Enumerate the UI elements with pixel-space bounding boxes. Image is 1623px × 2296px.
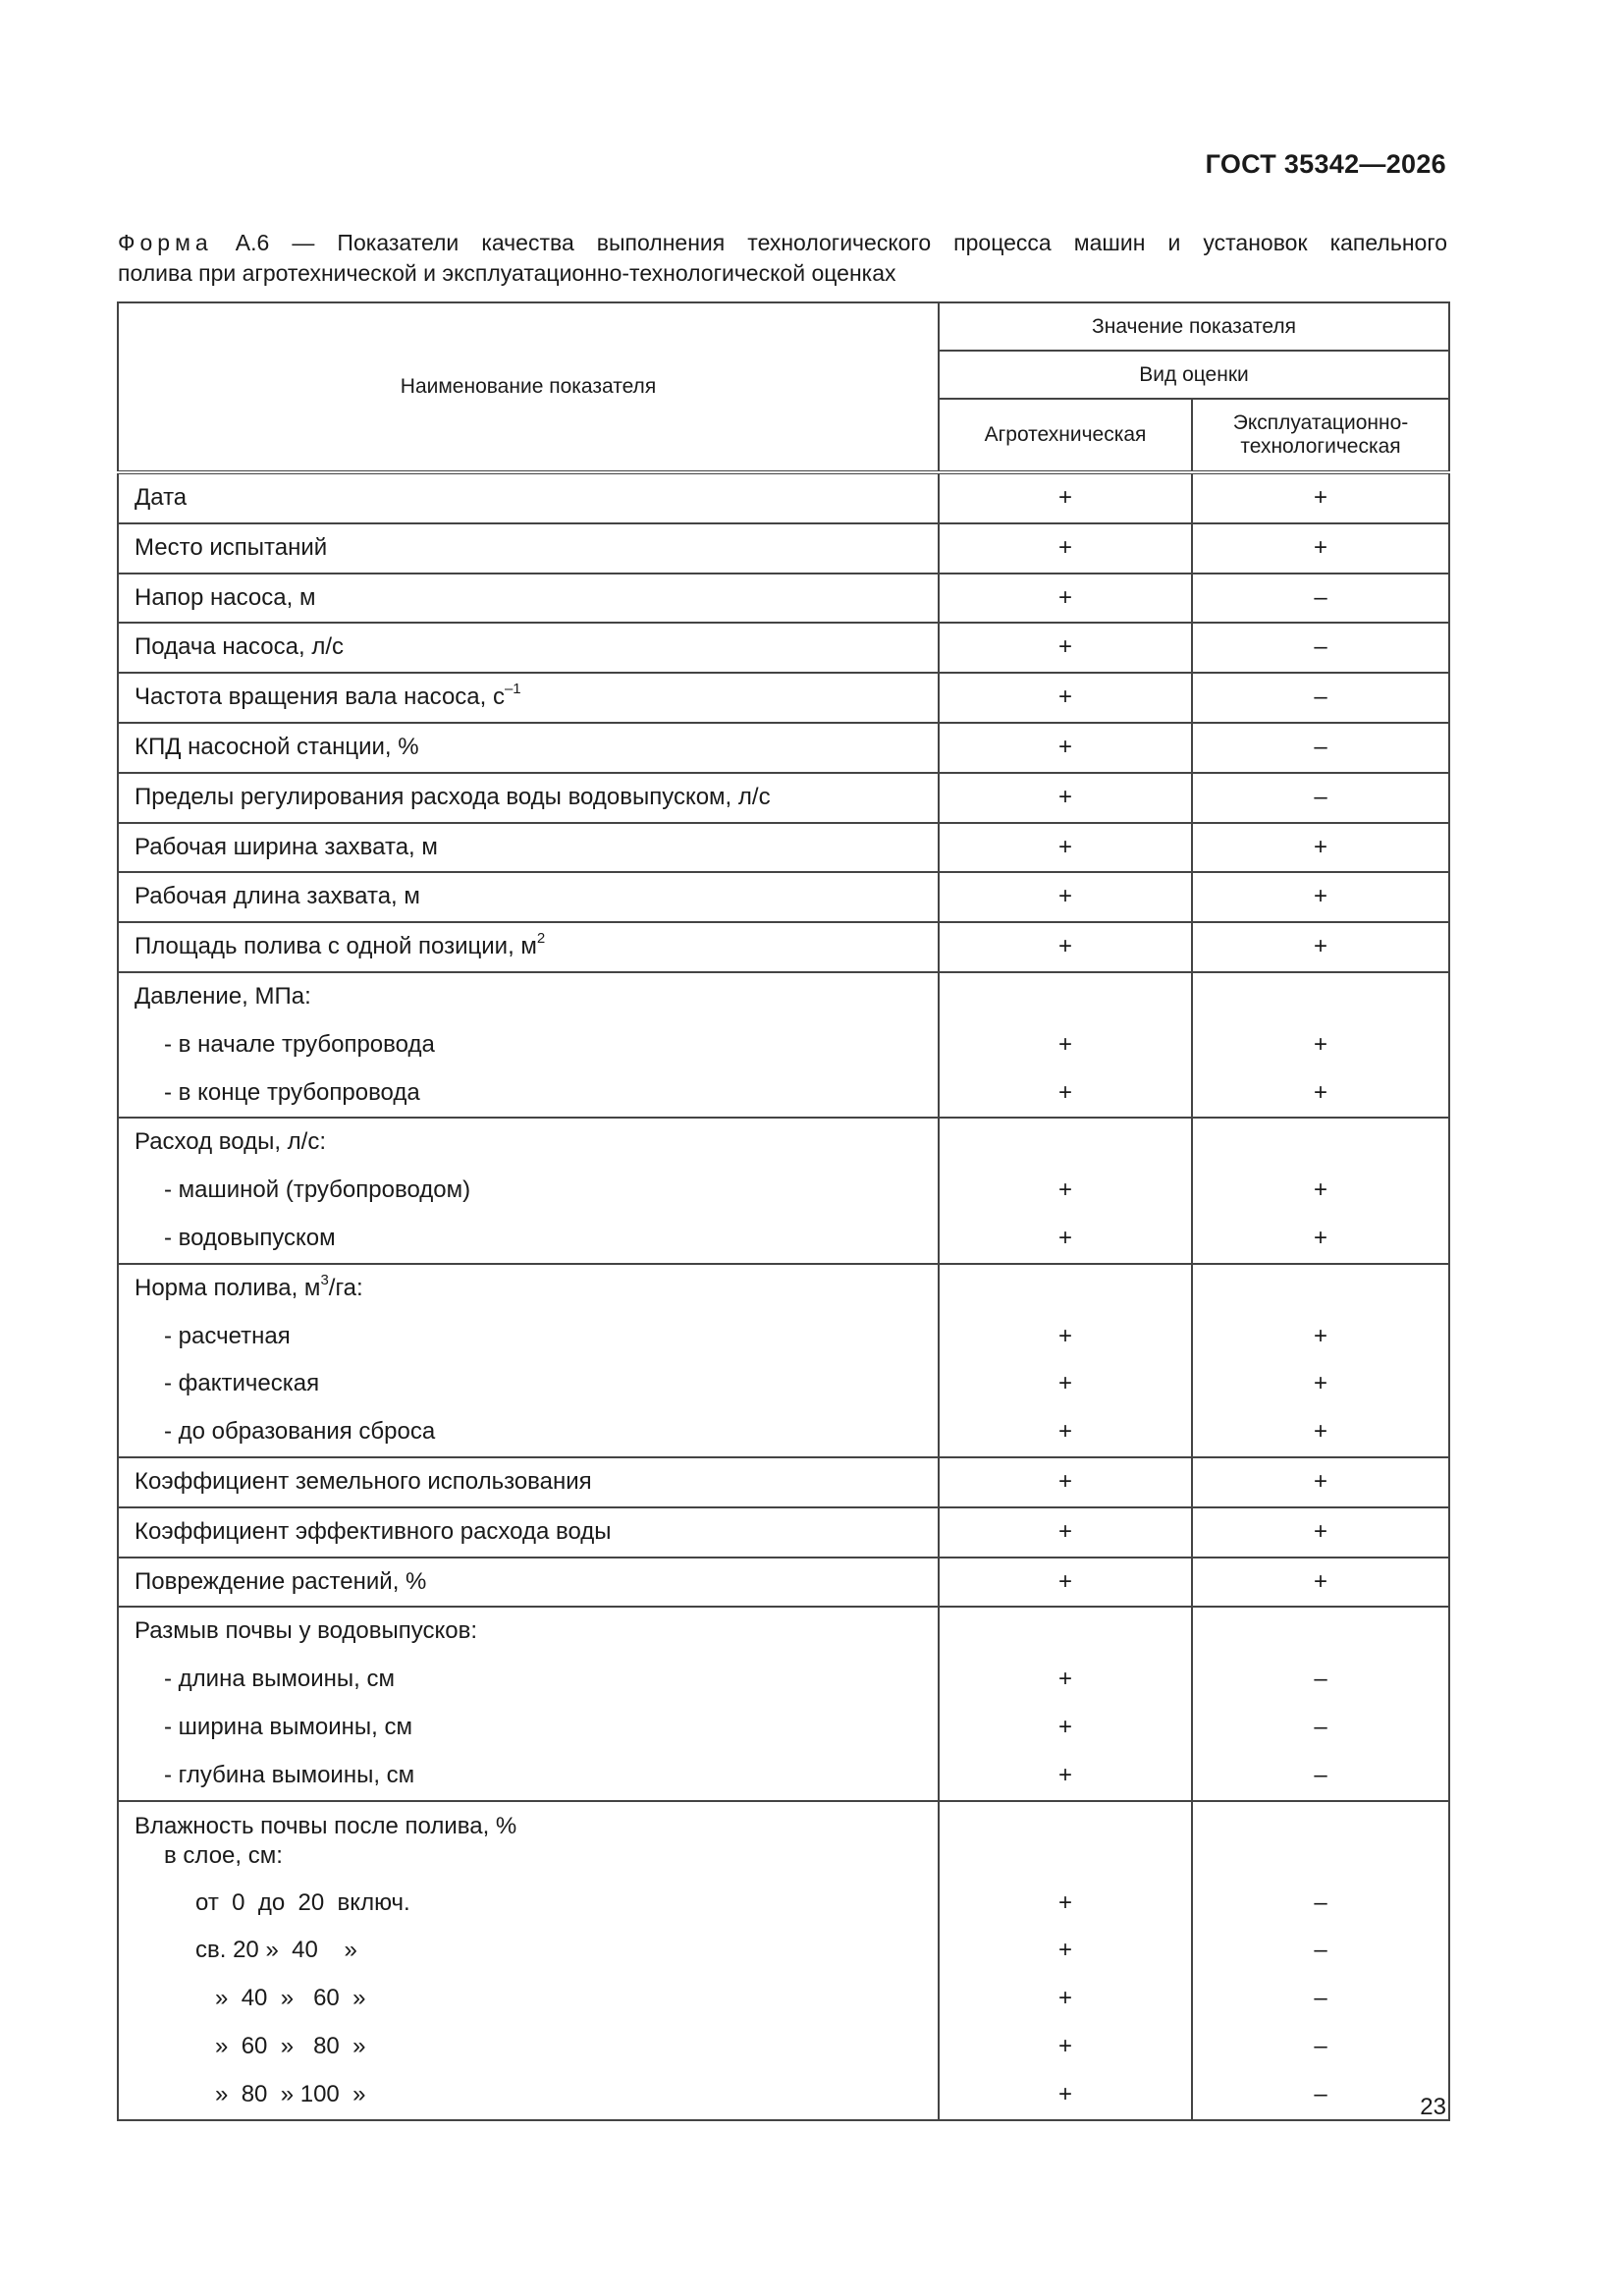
operational-mark-cell xyxy=(1192,673,1449,723)
agrotechnical-mark xyxy=(940,1802,1191,1880)
agrotechnical-mark-cell xyxy=(939,1801,1192,2120)
indicator-text-suffix: /га: xyxy=(328,1274,363,1301)
agrotechnical-mark-cell xyxy=(939,723,1192,773)
agrotechnical-mark-cell xyxy=(939,1118,1192,1263)
indicator-text: Пределы регулирования расхода воды водовыпуском, л/с xyxy=(135,783,771,810)
indicator-text: Влажность почвы после полива, % xyxy=(135,1812,517,1839)
caption-line-1-text: А.6 — Показатели качества выполнения технологического процесса машин и установок капельного xyxy=(212,230,1447,255)
indicator-text: Частота вращения вала насоса, с xyxy=(135,683,505,711)
indicator-sublabel xyxy=(135,1021,938,1069)
indicator-sublabel xyxy=(135,1975,938,2023)
indicator-text: Дата xyxy=(135,484,188,511)
agrotechnical-mark: + xyxy=(1057,1666,1072,1693)
table-row xyxy=(118,972,1449,1118)
agrotechnical-mark: + xyxy=(1057,933,1072,960)
indicator-name-cell xyxy=(118,823,939,873)
table-row xyxy=(118,723,1449,773)
agrotechnical-mark: + xyxy=(1057,1078,1072,1106)
agrotechnical-mark: + xyxy=(1057,2080,1072,2107)
caption-line-1 xyxy=(118,228,1447,258)
operational-mark: + xyxy=(1314,1078,1328,1106)
indicator-text: Расход воды, л/с: xyxy=(135,1128,327,1156)
agrotechnical-mark: + xyxy=(1057,1517,1072,1545)
indicator-name-cell xyxy=(118,773,939,823)
table-row xyxy=(118,673,1449,723)
operational-mark: – xyxy=(1314,1713,1327,1740)
operational-mark-cell xyxy=(1192,472,1449,523)
table-row xyxy=(118,922,1449,972)
header-operational-text: Эксплуатационно-технологическая xyxy=(1232,411,1409,458)
indicator-text: Коэффициент эффективного расхода воды xyxy=(135,1517,612,1545)
table-row xyxy=(118,523,1449,574)
indicator-text: - в конце трубопровода xyxy=(164,1078,420,1106)
agrotechnical-mark: + xyxy=(1057,583,1072,611)
operational-mark-cell xyxy=(1192,574,1449,624)
indicator-name-cell xyxy=(118,1264,939,1457)
table-row xyxy=(118,1264,1449,1457)
operational-mark: – xyxy=(1314,2080,1327,2107)
table-row xyxy=(118,1801,1449,2120)
indicator-name-cell xyxy=(118,922,939,972)
agrotechnical-mark-cell xyxy=(939,1558,1192,1608)
table-row xyxy=(118,574,1449,624)
indicator-text: » 80 » 100 » xyxy=(195,2080,366,2107)
indicator-label xyxy=(135,474,938,522)
indicator-sublabel xyxy=(135,1704,938,1752)
operational-mark-cell xyxy=(1192,523,1449,574)
agrotechnical-mark-cell xyxy=(939,574,1192,624)
caption-form-word: Форма xyxy=(118,230,213,255)
agrotechnical-mark-cell xyxy=(939,623,1192,673)
indicator-sublabel xyxy=(135,1927,938,1975)
operational-mark xyxy=(1193,1802,1448,1880)
operational-mark: + xyxy=(1314,533,1328,561)
agrotechnical-mark-cell xyxy=(939,1507,1192,1558)
indicator-label xyxy=(135,1608,938,1656)
operational-mark-cell xyxy=(1192,1264,1449,1457)
indicator-label xyxy=(135,524,938,573)
operational-mark: – xyxy=(1314,783,1327,810)
agrotechnical-mark: + xyxy=(1057,1567,1072,1595)
indicator-label xyxy=(135,1558,938,1607)
operational-mark-cell xyxy=(1192,1558,1449,1608)
indicator-label xyxy=(135,1265,938,1313)
agrotechnical-mark-cell xyxy=(939,872,1192,922)
operational-mark-cell xyxy=(1192,872,1449,922)
document-number: ГОСТ 35342—2026 xyxy=(1205,149,1446,179)
indicator-sublabel xyxy=(135,2023,938,2071)
operational-mark xyxy=(1193,1119,1448,1167)
operational-mark: – xyxy=(1314,583,1327,611)
indicator-table xyxy=(117,301,1450,2121)
indicator-name-cell xyxy=(118,1801,939,2120)
table-row xyxy=(118,823,1449,873)
operational-mark-cell xyxy=(1192,922,1449,972)
indicator-name-cell xyxy=(118,523,939,574)
indicator-text: - в начале трубопровода xyxy=(164,1030,435,1058)
indicator-name-cell xyxy=(118,673,939,723)
header-agrotechnical: Агротехническая xyxy=(939,399,1192,472)
indicator-name-cell xyxy=(118,472,939,523)
indicator-text: - глубина вымоины, см xyxy=(164,1761,415,1788)
operational-mark-cell xyxy=(1192,823,1449,873)
indicator-sublabel xyxy=(135,1360,938,1408)
operational-mark: + xyxy=(1314,484,1328,511)
operational-mark: + xyxy=(1314,883,1328,910)
agrotechnical-mark: + xyxy=(1057,633,1072,661)
agrotechnical-mark xyxy=(940,1265,1191,1313)
indicator-text: » 40 » 60 » xyxy=(195,1985,366,2012)
agrotechnical-mark: + xyxy=(1057,833,1072,860)
agrotechnical-mark: + xyxy=(1057,1888,1072,1916)
header-indicator-value: Значение показателя xyxy=(939,302,1449,351)
agrotechnical-mark: + xyxy=(1057,1322,1072,1349)
operational-mark: + xyxy=(1314,933,1328,960)
operational-mark: + xyxy=(1314,1224,1328,1251)
indicator-name-cell xyxy=(118,723,939,773)
indicator-text: Площадь полива с одной позиции, м xyxy=(135,933,537,960)
indicator-name-cell xyxy=(118,972,939,1118)
agrotechnical-mark-cell xyxy=(939,1264,1192,1457)
operational-mark-cell xyxy=(1192,723,1449,773)
indicator-label xyxy=(135,624,938,672)
operational-mark: – xyxy=(1314,1666,1327,1693)
table-row xyxy=(118,1507,1449,1558)
superscript: 3 xyxy=(320,1271,329,1288)
agrotechnical-mark: + xyxy=(1057,783,1072,810)
indicator-sublabel xyxy=(135,1167,938,1215)
operational-mark: + xyxy=(1314,1370,1328,1397)
indicator-name-cell xyxy=(118,1457,939,1507)
indicator-text: Давление, МПа: xyxy=(135,982,311,1010)
indicator-label xyxy=(135,1802,938,1880)
indicator-text: Повреждение растений, % xyxy=(135,1567,427,1595)
operational-mark: – xyxy=(1314,1761,1327,1788)
indicator-name-cell xyxy=(118,1558,939,1608)
operational-mark: – xyxy=(1314,733,1327,760)
operational-mark: – xyxy=(1314,1985,1327,2012)
operational-mark-cell xyxy=(1192,623,1449,673)
indicator-text: Рабочая ширина захвата, м xyxy=(135,833,438,860)
operational-mark xyxy=(1193,1265,1448,1313)
operational-mark: – xyxy=(1314,1937,1327,1964)
indicator-label xyxy=(135,973,938,1021)
indicator-text: - расчетная xyxy=(164,1322,291,1349)
agrotechnical-mark-cell xyxy=(939,823,1192,873)
indicator-sublabel xyxy=(135,1069,938,1118)
operational-mark: + xyxy=(1314,1467,1328,1495)
form-caption xyxy=(118,228,1447,289)
agrotechnical-mark: + xyxy=(1057,1030,1072,1058)
agrotechnical-mark-cell xyxy=(939,1457,1192,1507)
indicator-label xyxy=(135,574,938,623)
indicator-label xyxy=(135,1508,938,1557)
indicator-label xyxy=(135,674,938,722)
operational-mark: – xyxy=(1314,633,1327,661)
indicator-label xyxy=(135,724,938,772)
superscript: 2 xyxy=(536,930,546,948)
operational-mark-cell xyxy=(1192,1118,1449,1263)
agrotechnical-mark-cell xyxy=(939,472,1192,523)
page-number: 23 xyxy=(1420,2094,1446,2120)
indicator-text: Коэффициент земельного использования xyxy=(135,1467,592,1495)
table-row xyxy=(118,472,1449,523)
agrotechnical-mark-cell xyxy=(939,922,1192,972)
agrotechnical-mark: + xyxy=(1057,1370,1072,1397)
table-row xyxy=(118,773,1449,823)
indicator-text: Напор насоса, м xyxy=(135,583,316,611)
agrotechnical-mark xyxy=(940,973,1191,1021)
operational-mark: – xyxy=(1314,683,1327,711)
indicator-sublabel xyxy=(135,2071,938,2119)
agrotechnical-mark-cell xyxy=(939,523,1192,574)
agrotechnical-mark: + xyxy=(1057,683,1072,711)
indicator-label xyxy=(135,824,938,872)
operational-mark: + xyxy=(1314,1322,1328,1349)
agrotechnical-mark xyxy=(940,1608,1191,1656)
indicator-text: - фактическая xyxy=(164,1370,320,1397)
operational-mark: – xyxy=(1314,2032,1327,2059)
operational-mark: + xyxy=(1314,1030,1328,1058)
agrotechnical-mark: + xyxy=(1057,533,1072,561)
agrotechnical-mark: + xyxy=(1057,1985,1072,2012)
agrotechnical-mark: + xyxy=(1057,1761,1072,1788)
indicator-text: от 0 до 20 включ. xyxy=(195,1888,410,1916)
agrotechnical-mark: + xyxy=(1057,484,1072,511)
operational-mark: + xyxy=(1314,1517,1328,1545)
operational-mark xyxy=(1193,1608,1448,1656)
table-row xyxy=(118,1607,1449,1800)
indicator-label xyxy=(135,923,938,971)
operational-mark-cell xyxy=(1192,1507,1449,1558)
agrotechnical-mark: + xyxy=(1057,1224,1072,1251)
indicator-sublabel xyxy=(135,1408,938,1456)
indicator-text-continuation: в слое, см: xyxy=(164,1841,283,1869)
indicator-text: Место испытаний xyxy=(135,533,328,561)
indicator-text: » 60 » 80 » xyxy=(195,2032,366,2059)
operational-mark: + xyxy=(1314,1418,1328,1446)
indicator-text: КПД насосной станции, % xyxy=(135,733,419,760)
table-row xyxy=(118,1118,1449,1263)
operational-mark-cell xyxy=(1192,972,1449,1118)
header-evaluation-kind: Вид оценки xyxy=(939,351,1449,399)
indicator-name-cell xyxy=(118,623,939,673)
agrotechnical-mark: + xyxy=(1057,883,1072,910)
agrotechnical-mark: + xyxy=(1057,1467,1072,1495)
agrotechnical-mark: + xyxy=(1057,733,1072,760)
table-row xyxy=(118,1457,1449,1507)
table-row xyxy=(118,623,1449,673)
indicator-text: - длина вымоины, см xyxy=(164,1666,395,1693)
indicator-name-cell xyxy=(118,1507,939,1558)
agrotechnical-mark-cell xyxy=(939,773,1192,823)
operational-mark xyxy=(1193,973,1448,1021)
indicator-label xyxy=(135,1458,938,1506)
operational-mark: + xyxy=(1314,1176,1328,1204)
indicator-text: Размыв почвы у водовыпусков: xyxy=(135,1617,478,1645)
agrotechnical-mark: + xyxy=(1057,1713,1072,1740)
indicator-text: Подача насоса, л/с xyxy=(135,633,344,661)
agrotechnical-mark-cell xyxy=(939,972,1192,1118)
table-row xyxy=(118,872,1449,922)
operational-mark: – xyxy=(1314,1888,1327,1916)
agrotechnical-mark: + xyxy=(1057,1176,1072,1204)
indicator-sublabel xyxy=(135,1880,938,1928)
indicator-label xyxy=(135,774,938,822)
operational-mark-cell xyxy=(1192,1607,1449,1800)
caption-line-2: полива при агротехнической и эксплуатационно-технологической оценках xyxy=(118,260,896,286)
header-operational xyxy=(1192,399,1449,472)
operational-mark-cell xyxy=(1192,773,1449,823)
table-row xyxy=(118,1558,1449,1608)
header-indicator-name: Наименование показателя xyxy=(118,302,939,472)
indicator-text: св. 20 » 40 » xyxy=(195,1937,357,1964)
agrotechnical-mark: + xyxy=(1057,1418,1072,1446)
agrotechnical-mark: + xyxy=(1057,1937,1072,1964)
indicator-text: - машиной (трубопроводом) xyxy=(164,1176,471,1204)
indicator-label xyxy=(135,873,938,921)
operational-mark: + xyxy=(1314,1567,1328,1595)
operational-mark-cell xyxy=(1192,1801,1449,2120)
indicator-text: Рабочая длина захвата, м xyxy=(135,883,420,910)
operational-mark-cell xyxy=(1192,1457,1449,1507)
indicator-text: - ширина вымоины, см xyxy=(164,1713,412,1740)
indicator-name-cell xyxy=(118,1118,939,1263)
indicator-sublabel xyxy=(135,1656,938,1704)
agrotechnical-mark-cell xyxy=(939,673,1192,723)
indicator-name-cell xyxy=(118,574,939,624)
superscript: –1 xyxy=(504,681,521,698)
indicator-sublabel xyxy=(135,1313,938,1361)
indicator-text: - до образования сброса xyxy=(164,1418,436,1446)
operational-mark: + xyxy=(1314,833,1328,860)
indicator-text: - водовыпуском xyxy=(164,1224,336,1251)
agrotechnical-mark-cell xyxy=(939,1607,1192,1800)
indicator-sublabel xyxy=(135,1215,938,1263)
indicator-text: Норма полива, м xyxy=(135,1274,321,1301)
table-body xyxy=(118,472,1449,2120)
indicator-sublabel xyxy=(135,1752,938,1800)
indicator-name-cell xyxy=(118,872,939,922)
agrotechnical-mark: + xyxy=(1057,2032,1072,2059)
indicator-label xyxy=(135,1119,938,1167)
agrotechnical-mark xyxy=(940,1119,1191,1167)
indicator-name-cell xyxy=(118,1607,939,1800)
